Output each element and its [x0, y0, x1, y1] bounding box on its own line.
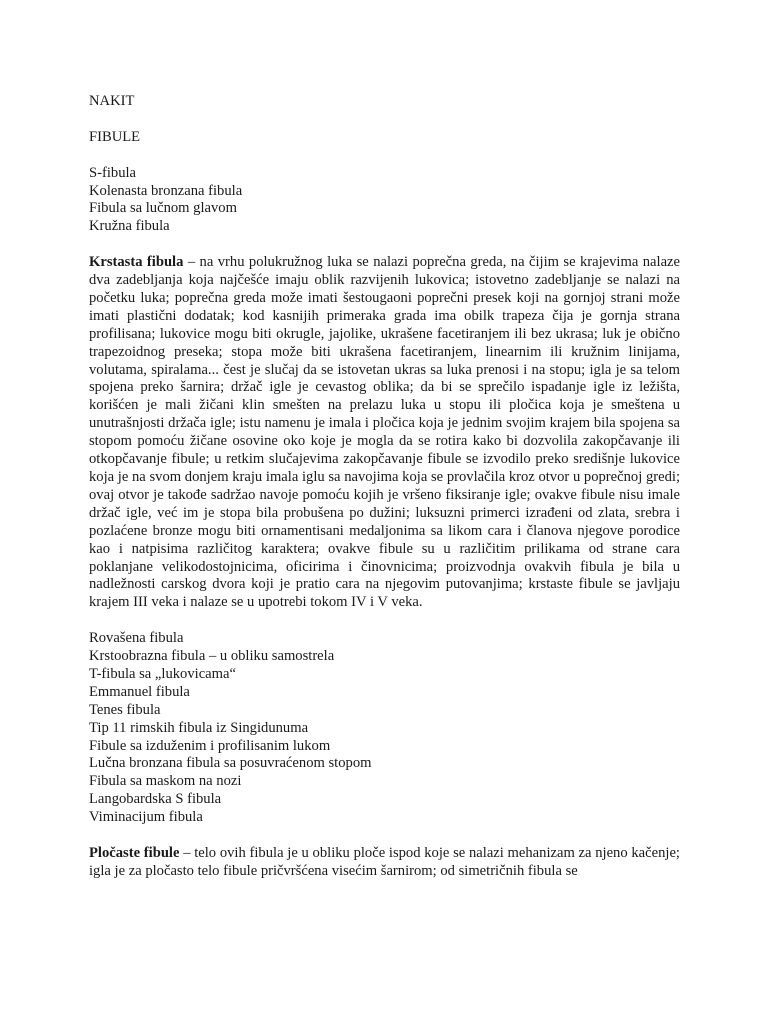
spacer [89, 612, 680, 630]
krstasta-paragraph [89, 254, 680, 612]
list-item: Fibule sa izduženim i profilisanim lukom [89, 737, 331, 754]
spacer [89, 236, 680, 254]
list-item: S-fibula [89, 164, 137, 181]
list-item: Fibula sa maskom na nozi [89, 773, 242, 790]
krstasta-text: – na vrhu polukružnog luka se nalazi poprečna greda, na čijim se krajevima nalaze dva zadebljanja koja najčešće imaju oblik razvijenih lukovica; istovetno zadebljanje se nalazi na početku luka; poprečna greda može imati šestougaoni poprečni presek koji na gornjoj strani može imati plastični dodatak; kod kasnijih primeraka grada ima obilk trapeza čija je gornja strana profilisana; lukovice mogu biti okrugle, jajolike, ukrašene facetiranjem ili bez ukrasa; luk je obično trapezoidnog preseka; stopa može biti ukrašena facetiranjem, linearnim ili kružnim linijama, volutama, spiralama... čest je slučaj da se istovetan ukras sa luka prenosi i na stopu; igla je sa telom spojena preko šarnira; držač igle je cevastog oblika; da bi se sprečilo ispadanje igle iz ležišta, korišćen je mali žičani klin smešten na prelazu luka u stopu ili pločica koja je smeštena u unutrašnjosti držača igle; istu namenu je imala i pločica koja je jednim svojim krajem bila spojena sa stopom pomoću žičane osovine oko koje je mogla da se rotira kako bi dozvolila zakopčavanje ili otkopčavanje fibule; u retkim slučajevima zakopčavanje fibule se izvodilo preko središnje lukovice koja je na svom donjem kraju imala iglu sa navojima koja se provlačila kroz otvor u poprečnoj gredi; ovaj otvor je takođe sadržao navoje pomoću kojih je vršeno fiksiranje igle; ovakve fibule nisu imale držač igle, već im je stopa bila probušena po dužini; luksuzni primerci izrađeni od zlata, srebra i pozlaćene bronze mogu biti ornamentisani medaljonima sa likom cara i članova njegove porodice kao i natpisima različitog karaktera; ovakve fibule su u različitim prilikama od strane cara poklanjane velikodostojnicima, oficirima i činovnicima; proizvodnja ovakvih fibula je bila u nadležnosti carskog dvora koji je pratio cara na njegovim putovanjima; krstaste fibule se javljaju krajem III veka i nalaze se u upotrebi tokom IV i V veka. [89, 254, 680, 611]
list-item: Tenes fibula [89, 701, 161, 718]
fibula-list-2 [89, 630, 680, 827]
spacer [89, 827, 680, 845]
list-item: Fibula sa lučnom glavom [89, 200, 237, 217]
list-item: Lučna bronzana fibula sa posuvraćenom stopom [89, 755, 372, 772]
spacer [89, 111, 680, 129]
list-item: Langobardska S fibula [89, 791, 222, 808]
list-item: Emmanuel fibula [89, 683, 190, 700]
list-item: Rovašena fibula [89, 630, 184, 647]
document-page [89, 93, 680, 881]
section-heading: FIBULE [89, 128, 141, 145]
list-item: T-fibula sa „lukovicama“ [89, 665, 236, 682]
fibula-list-1 [89, 165, 680, 237]
list-item: Kružna fibula [89, 218, 170, 235]
plocaste-text: – telo ovih fibula je u obliku ploče ispod koje se nalazi mehanizam za njeno kačenje; igla je za pločasto telo fibule pričvršćena visećim šarnirom; od simetričnih fibula se [89, 844, 680, 879]
plocaste-paragraph [89, 845, 680, 881]
plocaste-term: Pločaste fibule [89, 844, 180, 861]
list-item: Krstoobrazna fibula – u obliku samostrela [89, 648, 335, 665]
spacer [89, 147, 680, 165]
krstasta-term: Krstasta fibula [89, 254, 184, 271]
list-item: Kolenasta bronzana fibula [89, 182, 243, 199]
document-heading: NAKIT [89, 93, 135, 109]
list-item: Tip 11 rimskih fibula iz Singidunuma [89, 719, 309, 736]
list-item: Viminacijum fibula [89, 809, 203, 826]
